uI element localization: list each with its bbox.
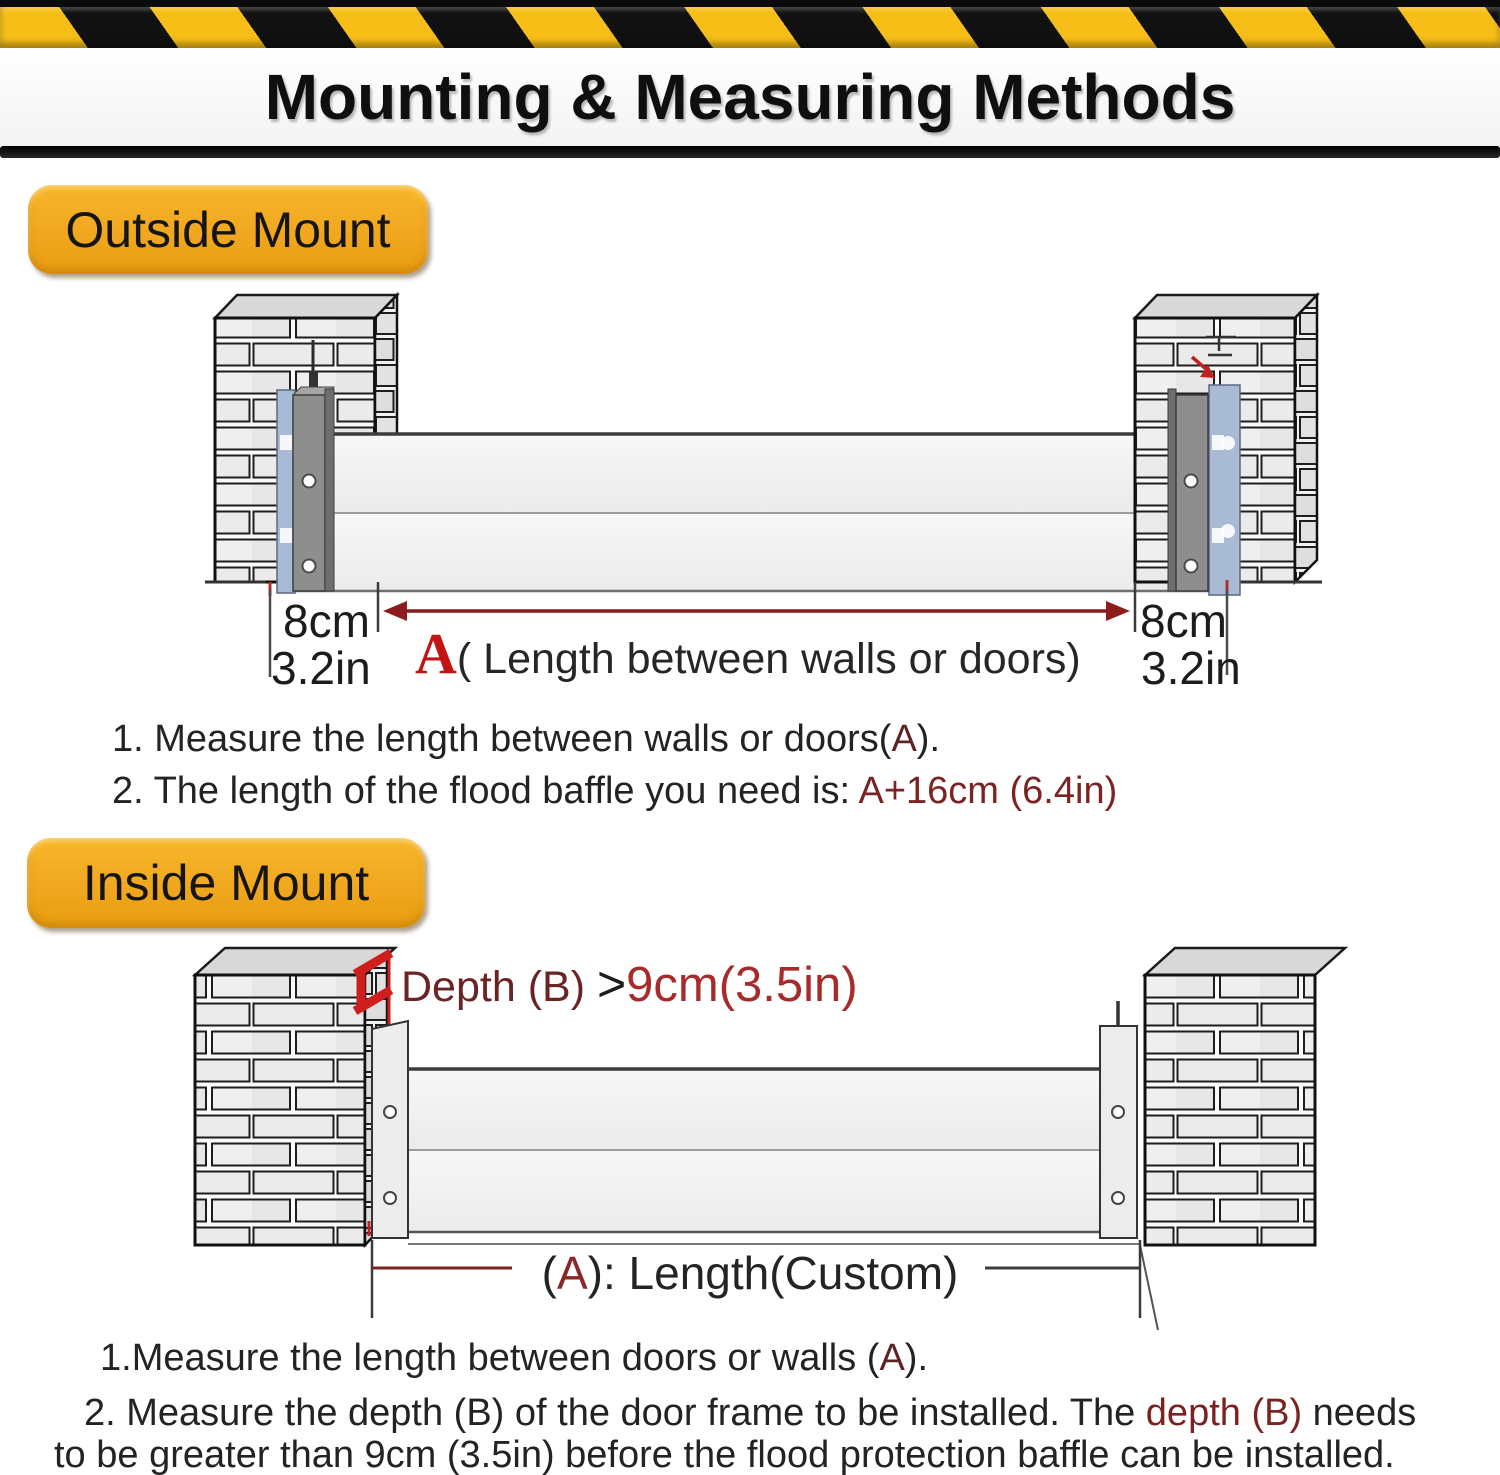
inside-right-pillar <box>1140 948 1345 1330</box>
inside-step-1-text: 1.Measure the length between doors or walls ( <box>100 1337 880 1379</box>
length-label-A: A <box>556 1247 588 1299</box>
depth-label-name: Depth (B) <box>401 963 597 1011</box>
inside-step-2-line-2: to be greater than 9cm (3.5in) before the flood protection baffle can be installed. <box>54 1434 1395 1475</box>
inside-flood-baffle-panels <box>408 1068 1140 1244</box>
outside-left-dim-in: 3.2in <box>271 642 371 694</box>
screw-hole <box>1185 475 1198 488</box>
inside-bracket-left <box>369 1021 408 1238</box>
outside-left-dim-cm: 8cm <box>283 595 370 647</box>
inside-bracket-right <box>1100 1001 1137 1238</box>
hazard-stripe-band <box>0 7 1500 48</box>
inside-mount-badge <box>27 838 425 928</box>
screw-hole <box>1112 1106 1124 1118</box>
outside-span-label <box>415 620 1081 687</box>
span-label-text: ( Length between walls or doors) <box>456 635 1081 683</box>
inside-step-2-line-1 <box>84 1392 1416 1435</box>
top-black-strip <box>0 0 1500 7</box>
outside-right-dim-in: 3.2in <box>1141 642 1241 694</box>
inside-step-2-text: 2. Measure the depth (B) of the door frame to be installed. The <box>84 1392 1146 1434</box>
length-label-text: ): Length(Custom) <box>587 1247 959 1299</box>
inside-step-2-needs: needs <box>1302 1392 1417 1434</box>
inside-step-2-depth: depth (B) <box>1145 1392 1303 1434</box>
outside-step-1 <box>112 718 940 761</box>
outside-step-1-end: ). <box>916 718 941 760</box>
inside-step-1 <box>100 1337 928 1380</box>
inside-mount-badge-label: Inside Mount <box>82 855 370 911</box>
depth-label-gt: > <box>596 956 627 1012</box>
depth-label-value: 9cm(3.5in) <box>626 958 858 1012</box>
screw-hole <box>1112 1192 1124 1204</box>
title-band <box>0 48 1500 146</box>
screw-hole <box>303 475 316 488</box>
outside-step-2-text: 2. The length of the flood baffle you need is: <box>112 770 859 812</box>
flood-baffle-panels <box>295 433 1213 591</box>
outside-mount-badge <box>28 185 428 274</box>
outside-right-dim-cm: 8cm <box>1140 595 1227 647</box>
depth-label <box>401 955 858 1013</box>
page-title: Mounting & Measuring Methods <box>264 61 1236 133</box>
length-label-open: ( <box>541 1247 557 1299</box>
inside-step-1-end: ). <box>904 1337 929 1379</box>
outside-step-2 <box>112 770 1117 813</box>
title-divider <box>0 146 1500 158</box>
screw-hole <box>303 560 316 573</box>
screw-hole <box>384 1192 396 1204</box>
screw-hole <box>1185 560 1198 573</box>
outside-mount-badge-label: Outside Mount <box>65 201 391 258</box>
outside-step-1-A: A <box>891 718 917 760</box>
inside-step-1-A: A <box>879 1337 905 1379</box>
seal-channel-right <box>1209 385 1240 595</box>
outside-step-2-formula: A+16cm (6.4in) <box>858 770 1118 812</box>
length-label <box>500 1246 1000 1300</box>
outside-step-1-text: 1. Measure the length between walls or doors( <box>112 718 892 760</box>
screw-hole <box>384 1106 396 1118</box>
span-label-A: A <box>415 621 457 686</box>
